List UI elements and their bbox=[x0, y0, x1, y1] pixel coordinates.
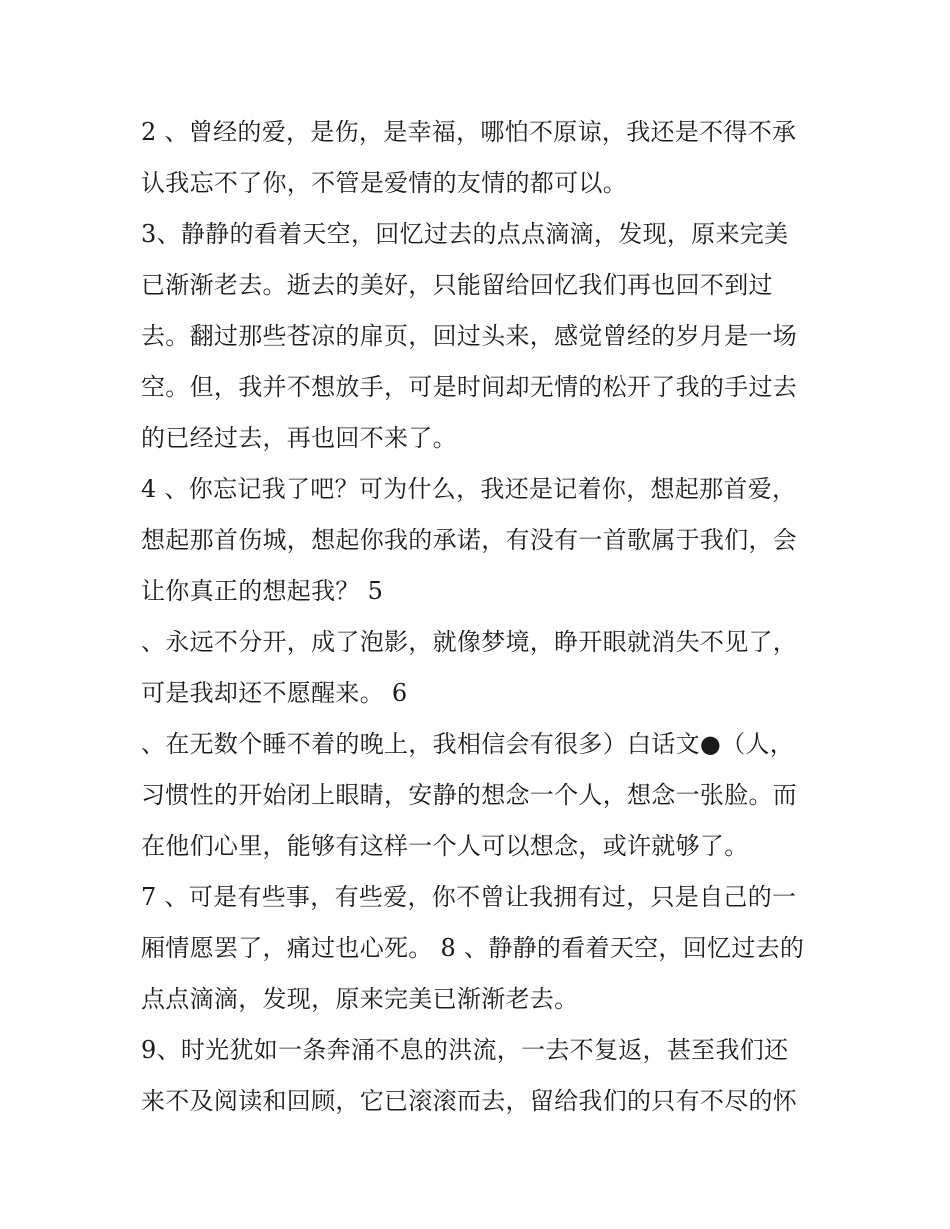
text-line: 在他们心里，能够有这样一个人可以想念，或许就够了。 bbox=[141, 832, 749, 860]
text-line: 7 、可是有些事，有些爱，你不曾让我拥有过，只是自己的一 bbox=[141, 883, 797, 911]
text-line: 想起那首伤城，想起你我的承诺，有没有一首歌属于我们，会 bbox=[141, 526, 798, 554]
text-line: 3、静静的看着天空，回忆过去的点点滴滴，发现，原来完美 bbox=[141, 220, 789, 248]
text-line: 9、时光犹如一条奔涌不息的洪流，一去不复返，甚至我们还 bbox=[141, 1036, 789, 1064]
text-line: 来不及阅读和回顾，它已滚滚而去，留给我们的只有不尽的怀 bbox=[141, 1087, 798, 1115]
text-line: 习惯性的开始闭上眼睛，安静的想念一个人，想念一张脸。而 bbox=[141, 781, 798, 809]
text-line: 去。翻过那些苍凉的扉页，回过头来，感觉曾经的岁月是一场 bbox=[141, 322, 798, 350]
text-line: 厢情愿罢了，痛过也心死。 8 、静静的看着天空，回忆过去的 bbox=[141, 934, 805, 962]
document-body bbox=[141, 107, 821, 1127]
text-line: 的已经过去，再也回不来了。 bbox=[141, 424, 457, 452]
text-line: 、在无数个睡不着的晚上，我相信会有很多）白话文●（人， bbox=[141, 730, 795, 758]
text-line: 已渐渐老去。逝去的美好，只能留给回忆我们再也回不到过 bbox=[141, 271, 773, 299]
text-line: 空。但，我并不想放手，可是时间却无情的松开了我的手过去 bbox=[141, 373, 798, 401]
text-line: 让你真正的想起我？ 5 bbox=[141, 577, 384, 605]
text-line: 可是我却还不愿醒来。 6 bbox=[141, 679, 408, 707]
text-line: 点点滴滴，发现，原来完美已渐渐老去。 bbox=[141, 985, 579, 1013]
text-line: 4 、你忘记我了吧？可为什么，我还是记着你，想起那首爱， bbox=[141, 475, 797, 503]
text-line: 2 、曾经的爱，是伤，是幸福，哪怕不原谅，我还是不得不承 bbox=[141, 118, 797, 146]
text-line: 认我忘不了你，不管是爱情的友情的都可以。 bbox=[141, 169, 627, 197]
text-line: 、永远不分开，成了泡影，就像梦境，睁开眼就消失不见了， bbox=[141, 628, 798, 656]
